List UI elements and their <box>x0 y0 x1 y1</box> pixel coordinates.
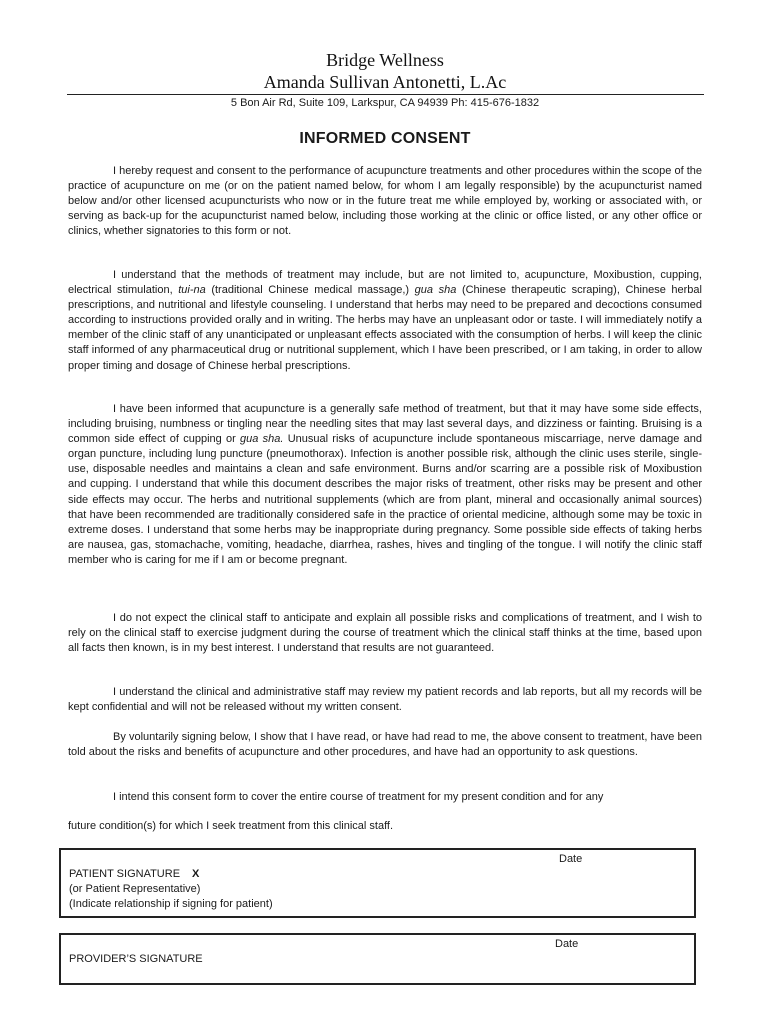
paragraph-text: I understand that the methods of treatment may include, but are not limited to, acupuncture, Moxibustion, cupping, electrical stimulation, <box>68 269 702 297</box>
provider-date-label: Date <box>555 938 579 950</box>
provider-signature-box[interactable] <box>59 933 696 985</box>
consent-paragraph-8: future condition(s) for which I seek treatment from this clinical staff. <box>68 820 394 832</box>
consent-paragraph-5: I understand the clinical and administrative staff may review my patient records and lab reports, but all my records will be kept confidential and will not be released without my written consent. <box>68 686 702 714</box>
patient-signature-text: PATIENT SIGNATURE <box>69 868 181 880</box>
patient-representative-label: (or Patient Representative) <box>69 883 201 895</box>
consent-paragraph-6: By voluntarily signing below, I show that I have read, or have had read to me, the above consent to treatment, have been told about the risks and benefits of acupuncture and other procedures, and have had an opportunity to ask questions. <box>68 731 702 759</box>
term-guasha: gua sha <box>414 284 457 297</box>
document-title: INFORMED CONSENT <box>299 130 471 147</box>
patient-date-label: Date <box>559 853 583 865</box>
consent-paragraph-4: I do not expect the clinical staff to anticipate and explain all possible risks and complications of treatment, and I wish to rely on the clinical staff to exercise judgment during the course of treatment which the clinical staff thinks at the time, based upon all facts then known, is in my best interest. I understand that results are not guaranteed. <box>68 612 702 655</box>
consent-paragraph-3 <box>68 402 702 568</box>
paragraph-text: I have been informed that acupuncture is a generally safe method of treatment, but that it may have some side effects, including bruising, numbness or tingling near the needling sites that may last several days, and dizziness or fainting. Bruising is a common side effect of cupping or <box>68 403 702 446</box>
patient-signature-label <box>69 867 199 882</box>
provider-signature-label: PROVIDER’S SIGNATURE <box>69 953 203 965</box>
header-divider <box>67 94 704 95</box>
consent-paragraph-7: I intend this consent form to cover the entire course of treatment for my present condition and for any <box>113 791 604 803</box>
clinic-address: 5 Bon Air Rd, Suite 109, Larkspur, CA 94939 Ph: 415-676-1832 <box>230 97 540 109</box>
term-tuina: tui-na <box>178 284 206 297</box>
consent-paragraph-1: I hereby request and consent to the performance of acupuncture treatments and other procedures within the scope of the practice of acupuncture on me (or on the patient named below, for whom I am legally responsible) by the acupuncturist named below and/or other licensed acupuncturists who now or in the future treat me while employed by, working or associated with, or serving as back-up for the acupuncturist named below, including those working at the clinic or office listed, or any other office or clinics, whether signatories to this form or not. <box>68 165 702 238</box>
consent-paragraph-2 <box>68 268 702 374</box>
term-guasha: gua sha. <box>240 433 284 446</box>
paragraph-text: (traditional Chinese medical massage,) <box>205 284 415 297</box>
relationship-instruction: (Indicate relationship if signing for patient) <box>69 898 273 910</box>
clinic-name: Bridge Wellness <box>326 50 444 70</box>
paragraph-text: (Chinese therapeutic scraping), Chinese herbal prescriptions, and nutritional and lifestyle counseling. I understand that herbs may need to be prepared and decoctions consumed according to instructions provided orally and in writing. The herbs may have an unpleasant odor or taste. I will immediately notify a member of the clinic staff of any unanticipated or unpleasant effects associated with the consumption of herbs. I will keep the clinic staff informed of any pharmaceutical drug or nutritional supplement, which I have been prescribed, or I am taking, in order to allow proper timing and dosage of Chinese herbal prescriptions. <box>68 284 702 372</box>
signature-x-mark: X <box>192 868 200 880</box>
patient-signature-box[interactable] <box>59 848 696 918</box>
practitioner-name: Amanda Sullivan Antonetti, L.Ac <box>263 72 507 92</box>
paragraph-text: Unusual risks of acupuncture include spontaneous miscarriage, nerve damage and organ puncture, including lung puncture (pneumothorax). Infection is another possible risk, although the clinic uses sterile, single-use, disposable needles and maintains a clean and safe environment. Burns and/or scarring are a possible risk of Moxibustion and cupping. I understand that while this document describes the major risks of treatment, other risks may be present and other side effects may occur. The herbs and nutritional supplements (which are from plant, mineral and occasionally animal sources) that have been recommended are traditionally considered safe in the practice of oriental medicine, although some may be toxic in extreme doses. I understand that some herbs may be inappropriate during pregnancy. Some possible side effects of taking herbs are nausea, gas, stomachache, vomiting, headache, diarrhea, rashes, hives and tingling of the tongue. I will notify the clinic staff member who is caring for me if I am or become pregnant. <box>68 433 703 566</box>
